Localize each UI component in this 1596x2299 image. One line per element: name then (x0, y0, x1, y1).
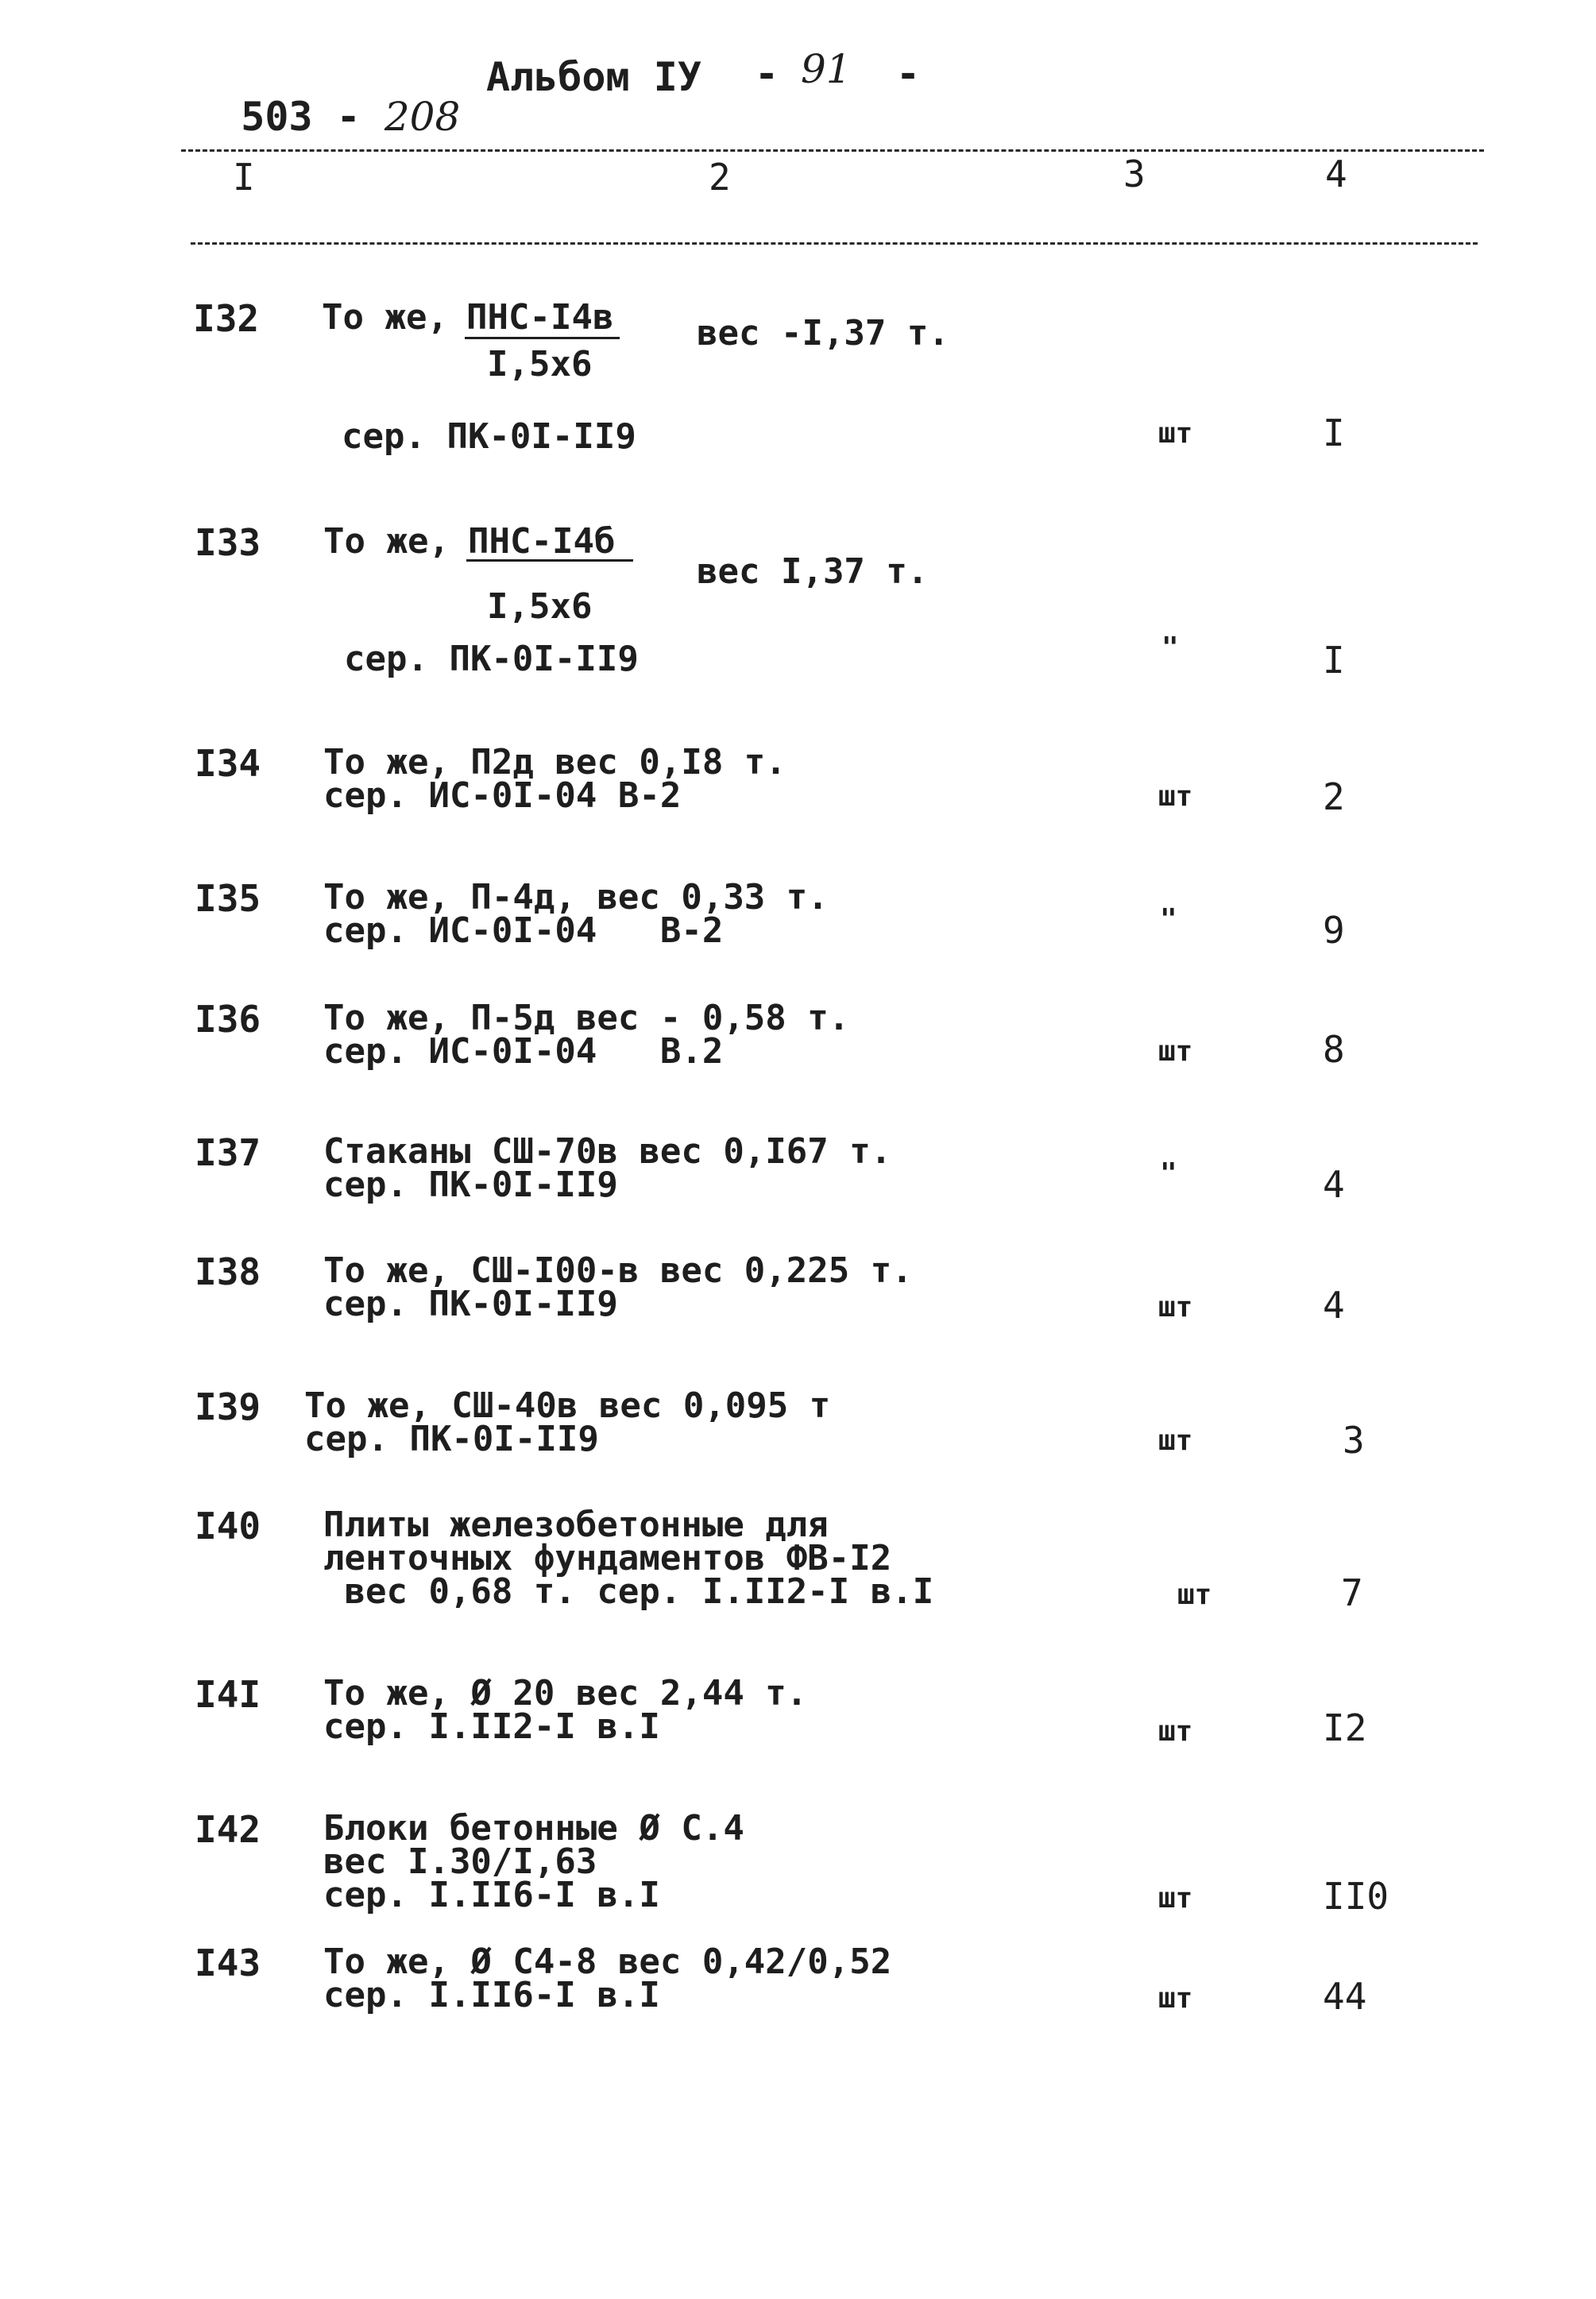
row-size: I,5х6 (487, 586, 593, 627)
row-quantity: I (1323, 412, 1345, 454)
row-unit: шт (1158, 1882, 1193, 1915)
page-dash-left: - (755, 51, 779, 97)
row-description-line: То же, СШ-40в вес 0,095 т (304, 1385, 831, 1426)
row-mark: ПНС-I4б (468, 521, 616, 562)
row-description-prefix: То же, (322, 297, 470, 338)
row-number: I34 (195, 742, 261, 785)
row-unit: шт (1158, 1982, 1193, 2015)
row-size: I,5х6 (487, 344, 593, 384)
page-dash-right: - (896, 51, 921, 97)
row-series: сер. ПК-0I-II9 (344, 639, 639, 679)
row-unit: " (1160, 903, 1177, 936)
row-quantity: 8 (1323, 1028, 1345, 1071)
row-description-line: ленточных фундаментов ФВ-I2 (323, 1538, 892, 1578)
row-mark: ПНС-I4в (466, 297, 614, 338)
row-description-line: То же, СШ-I00-в вес 0,225 т. (323, 1250, 913, 1291)
row-number: I36 (195, 998, 261, 1041)
row-description-line: вес I.30/I,63 (323, 1841, 597, 1882)
row-quantity: 3 (1343, 1419, 1365, 1462)
row-quantity: 4 (1323, 1163, 1345, 1206)
album-title: Альбом IУ (486, 54, 701, 100)
row-series: сер. ПК-0I-II9 (342, 416, 636, 457)
row-unit: " (1161, 632, 1179, 664)
fraction-line (465, 337, 620, 339)
column-header-1: I (233, 156, 255, 199)
header-rule-bottom (191, 242, 1478, 245)
column-header-2: 2 (709, 156, 731, 199)
row-quantity: II0 (1323, 1875, 1389, 1918)
row-unit: " (1160, 1157, 1177, 1190)
row-description-line: сер. ИС-0I-04 В.2 (323, 1031, 724, 1072)
row-unit: шт (1158, 1291, 1193, 1323)
row-number: I37 (195, 1131, 261, 1174)
doc-code-sub: 208 (384, 94, 461, 140)
doc-code (193, 57, 461, 140)
row-number: I39 (195, 1385, 261, 1428)
row-number: I40 (195, 1505, 261, 1547)
row-quantity: 2 (1323, 775, 1345, 818)
row-description-line: сер. ИС-0I-04 В-2 (323, 775, 682, 816)
row-description-line: сер. I.II6-I в.I (323, 1975, 660, 2015)
row-description-line: То же, Ø 20 вес 2,44 т. (323, 1673, 808, 1714)
row-quantity: 4 (1323, 1284, 1345, 1327)
row-weight: вес I,37 т. (697, 551, 929, 592)
row-number: I4I (195, 1673, 261, 1716)
row-description-line: сер. I.II6-I в.I (323, 1875, 660, 1915)
page-number: 91 (801, 46, 852, 92)
row-quantity: 7 (1341, 1571, 1363, 1614)
row-quantity: I (1323, 639, 1345, 682)
row-description-line: сер. ПК-0I-II9 (323, 1165, 618, 1205)
fraction-line (466, 559, 633, 562)
row-unit: шт (1158, 1715, 1193, 1748)
row-description-line: сер. ПК-0I-II9 (323, 1284, 618, 1324)
row-description-line: сер. ПК-0I-II9 (304, 1419, 599, 1459)
row-number: I43 (195, 1942, 261, 1984)
row-weight: вес -I,37 т. (697, 313, 949, 354)
row-unit: шт (1158, 1424, 1193, 1457)
row-number: I32 (193, 297, 260, 340)
row-description-line: То же, П2д вес 0,I8 т. (323, 742, 786, 782)
row-quantity: 44 (1323, 1975, 1367, 2018)
row-description-line: То же, П-5д вес - 0,58 т. (323, 998, 850, 1038)
column-header-4: 4 (1325, 153, 1347, 195)
row-unit: шт (1158, 417, 1193, 450)
row-number: I38 (195, 1250, 261, 1293)
row-number: I33 (195, 521, 261, 564)
row-description-line: То же, Ø С4-8 вес 0,42/0,52 (323, 1942, 892, 1982)
row-description-line: сер. ИС-0I-04 В-2 (323, 910, 724, 951)
header-rule-top (181, 149, 1484, 152)
row-quantity: I2 (1323, 1706, 1367, 1749)
row-unit: шт (1177, 1578, 1212, 1611)
row-description-line: сер. I.II2-I в.I (323, 1706, 660, 1747)
row-description-line: Блоки бетонные Ø С.4 (323, 1808, 744, 1849)
row-description-line: Стаканы СШ-70в вес 0,I67 т. (323, 1131, 892, 1172)
row-number: I42 (195, 1808, 261, 1851)
row-description-line: Плиты железобетонные для (323, 1505, 829, 1545)
row-number: I35 (195, 877, 261, 920)
row-unit: шт (1158, 1035, 1193, 1068)
row-description-line: То же, П-4д, вес 0,33 т. (323, 877, 829, 918)
row-description-line: вес 0,68 т. сер. I.II2-I в.I (323, 1571, 934, 1612)
doc-code-main: 503 - (241, 94, 385, 140)
row-quantity: 9 (1323, 909, 1345, 952)
row-description-prefix: То же, (323, 521, 471, 562)
row-unit: шт (1158, 780, 1193, 813)
column-header-3: 3 (1123, 153, 1146, 195)
